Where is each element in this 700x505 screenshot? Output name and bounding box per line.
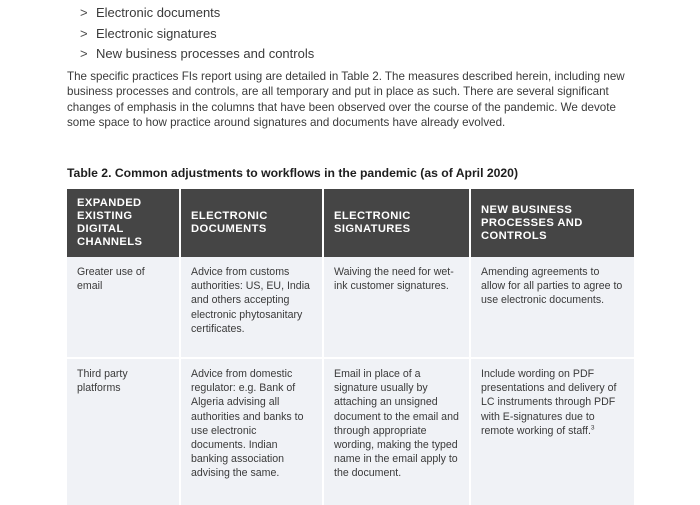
list-item-text: Electronic documents [96, 5, 221, 20]
body-paragraph: The specific practices FIs report using are detailed in Table 2. The measures described herein, including new business processes and controls, are all temporary and put in place as such. There are several significant changes of emphasis in the columns that have been observed over the course of the pandemic. We devote some space to how practice around signatures and documents have already evolved. [67, 70, 625, 130]
list-item-text: Electronic signatures [96, 25, 217, 41]
list-item [80, 25, 314, 46]
table-cell: Third party platforms [67, 359, 181, 505]
chevron-right-icon: > [80, 46, 88, 61]
table-cell: Email in place of a signature usually by attaching an unsigned document to the email and through appropriate wording, making the typed name in the email apply to the document. [324, 359, 471, 505]
bullet-list [80, 4, 314, 66]
table-caption: Table 2. Common adjustments to workflows in the pandemic (as of April 2020) [67, 166, 519, 180]
table-cell: Advice from domestic regulator: e.g. Bank of Algeria advising all authorities and banks to use electronic documents. Indian banking association advising the same. [181, 359, 324, 505]
list-item [80, 45, 314, 66]
table-cell: Amending agreements to allow for all parties to agree to use electronic documents. [471, 257, 634, 359]
table-cell: Greater use of email [67, 257, 181, 359]
workflow-table [67, 189, 634, 505]
column-header: EXPANDED EXISTING DIGITAL CHANNELS [67, 189, 181, 257]
table-cell [471, 359, 634, 505]
column-header: ELECTRONIC SIGNATURES [324, 189, 471, 257]
table-cell: Advice from customs authorities: US, EU, India and others accepting electronic phytosanitary certificates. [181, 257, 324, 359]
table-row [67, 359, 634, 505]
table-cell-text: Include wording on PDF presentations and delivery of LC instruments through PDF with E-signatures due to remote working of staff. [481, 368, 617, 437]
table-header-row [67, 189, 634, 257]
table-cell: Waiving the need for wet-ink customer signatures. [324, 257, 471, 359]
column-header: NEW BUSINESS PROCESSES AND CONTROLS [471, 189, 634, 257]
list-item [80, 4, 314, 25]
chevron-right-icon: > [80, 25, 88, 41]
chevron-right-icon: > [80, 5, 88, 20]
table-row [67, 257, 634, 359]
list-item-text: New business processes and controls [96, 46, 315, 61]
column-header: ELECTRONIC DOCUMENTS [181, 189, 324, 257]
footnote-reference[interactable]: 3 [590, 424, 595, 432]
